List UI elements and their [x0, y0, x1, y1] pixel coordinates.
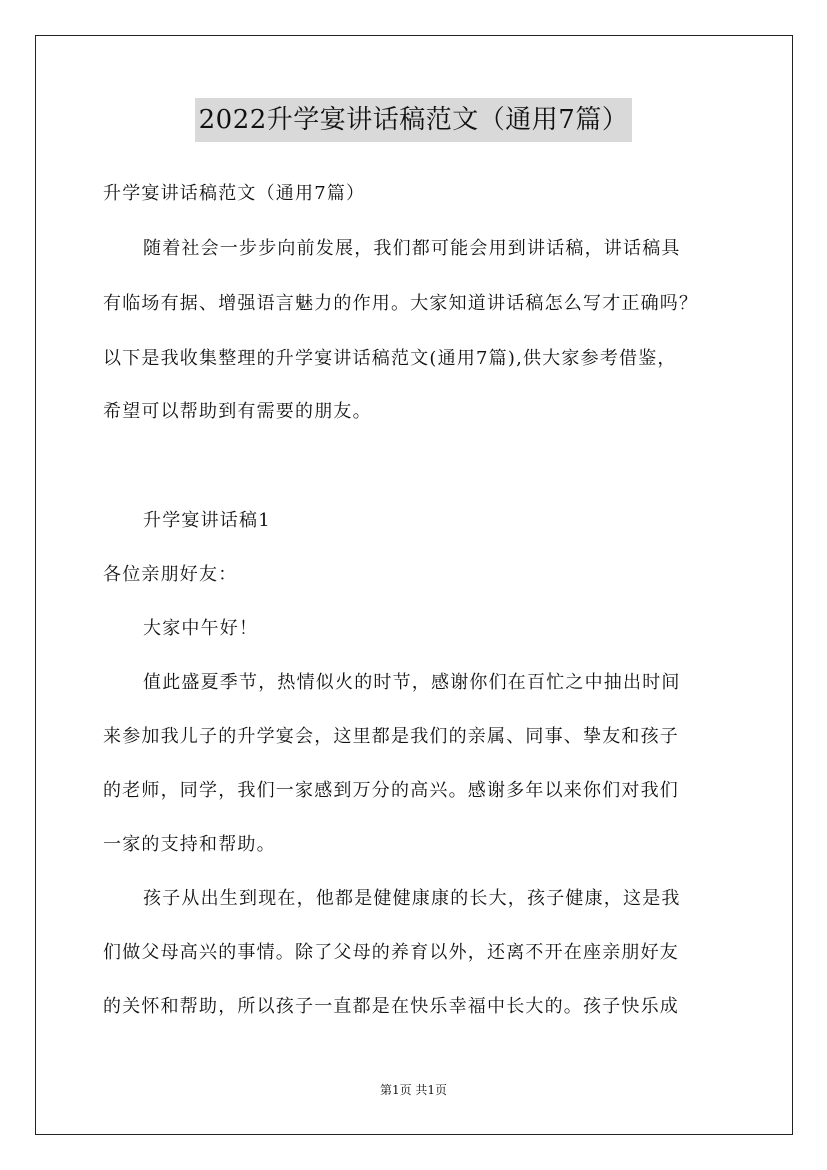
page-number-footer: 第1页 共1页: [379, 1083, 448, 1097]
salutation[interactable]: 各位亲朋好友：: [103, 564, 238, 585]
intro-line-2[interactable]: 有临场有据、增强语言魅力的作用。大家知道讲话稿怎么写才正确吗？: [103, 293, 699, 314]
intro-line-1[interactable]: 随着社会一步步向前发展，我们都可能会用到讲话稿，讲话稿具: [143, 238, 681, 259]
title-container: [0, 98, 827, 142]
para2-line-1[interactable]: 孩子从出生到现在，他都是健健康康的长大，孩子健康，这是我: [143, 888, 681, 909]
section-heading[interactable]: 升学宴讲话稿1: [143, 510, 271, 531]
para1-line-2[interactable]: 来参加我儿子的升学宴会，这里都是我们的亲属、同事、挚友和孩子: [103, 726, 679, 747]
para1-line-1[interactable]: 值此盛夏季节，热情似火的时节，感谢你们在百忙之中抽出时间: [143, 672, 681, 693]
greeting[interactable]: 大家中午好！: [143, 618, 259, 639]
para2-line-2[interactable]: 们做父母高兴的事情。除了父母的养育以外，还离不开在座亲朋好友: [103, 942, 679, 963]
para2-line-3[interactable]: 的关怀和帮助，所以孩子一直都是在快乐幸福中长大的。孩子快乐成: [103, 996, 679, 1017]
para1-line-4[interactable]: 一家的支持和帮助。: [103, 834, 276, 855]
intro-line-4[interactable]: 希望可以帮助到有需要的朋友。: [103, 401, 372, 422]
subtitle[interactable]: 升学宴讲话稿范文（通用7篇）: [103, 183, 366, 204]
para1-line-3[interactable]: 的老师，同学，我们一家感到万分的高兴。感谢多年以来你们对我们: [103, 780, 679, 801]
intro-line-3[interactable]: 以下是我收集整理的升学宴讲话稿范文(通用7篇),供大家参考借鉴，: [103, 348, 677, 369]
document-title[interactable]: 2022升学宴讲话稿范文（通用7篇）: [195, 98, 633, 142]
